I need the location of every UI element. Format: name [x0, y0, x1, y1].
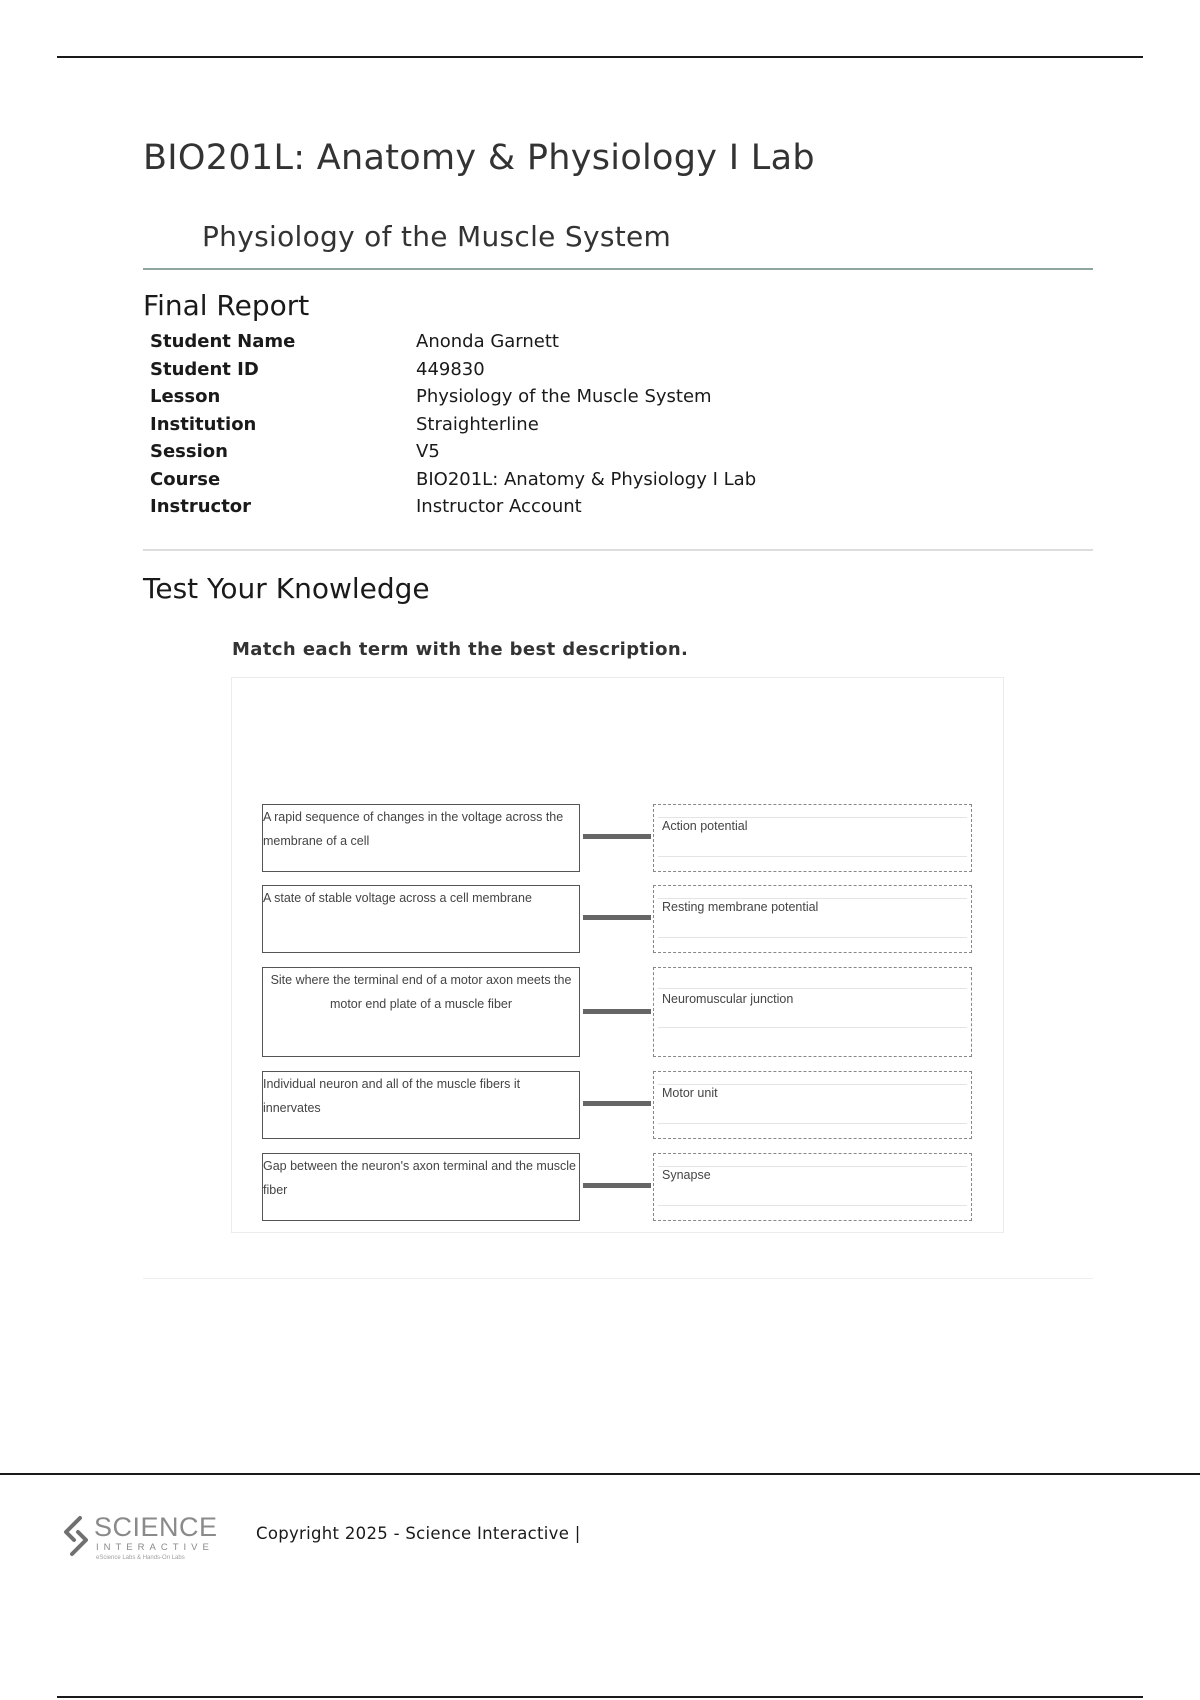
- info-label: Lesson: [150, 386, 221, 408]
- description-box[interactable]: [262, 804, 580, 872]
- description-box[interactable]: [262, 885, 580, 953]
- logo-tagline: eScience Labs & Hands-On Labs: [96, 1555, 185, 1561]
- quiz-instruction: Match each term with the best description.: [232, 639, 689, 660]
- info-row-student-name: [150, 328, 870, 356]
- info-label: Course: [150, 468, 221, 490]
- term-drop-zone[interactable]: [653, 885, 972, 953]
- match-connector: [583, 915, 651, 920]
- info-row-session: [150, 438, 870, 466]
- description-box[interactable]: [262, 1071, 580, 1139]
- matching-panel: [231, 677, 1004, 1233]
- info-value: 449830: [416, 358, 485, 380]
- info-value: Anonda Garnett: [416, 331, 559, 353]
- description-text: Site where the terminal end of a motor axon meets the motor end plate of a muscle fiber: [270, 973, 572, 1011]
- match-connector: [583, 1009, 651, 1014]
- description-text: A state of stable voltage across a cell membrane: [263, 891, 532, 905]
- top-rule: [57, 56, 1143, 58]
- logo-subtitle: INTERACTIVE: [96, 1542, 214, 1553]
- info-value: Instructor Account: [416, 496, 582, 518]
- description-box[interactable]: [262, 1153, 580, 1221]
- footer-rule: [0, 1473, 1200, 1475]
- info-row-lesson: [150, 383, 870, 411]
- logo-wordmark: SCIENCE: [94, 1512, 218, 1542]
- info-row-student-id: [150, 356, 870, 384]
- term-text: Action potential: [662, 819, 748, 833]
- term-drop-zone[interactable]: [653, 1153, 972, 1221]
- info-label: Session: [150, 441, 228, 463]
- term-text: Synapse: [662, 1168, 711, 1182]
- match-connector: [583, 1183, 651, 1188]
- info-row-institution: [150, 411, 870, 439]
- term-drop-zone[interactable]: [653, 804, 972, 872]
- title-divider: [143, 268, 1093, 270]
- term-drop-zone[interactable]: [653, 967, 972, 1057]
- info-row-instructor: [150, 493, 870, 521]
- science-interactive-logo: [60, 1512, 220, 1562]
- term-text: Resting membrane potential: [662, 900, 819, 914]
- match-connector: [583, 1101, 651, 1106]
- report-title: Final Report: [143, 289, 310, 322]
- info-label: Instructor: [150, 496, 252, 518]
- copyright-text: Copyright 2025 - Science Interactive |: [256, 1524, 581, 1543]
- info-label: Student ID: [150, 358, 259, 380]
- description-text: Individual neuron and all of the muscle fibers it innervates: [263, 1077, 521, 1115]
- description-box[interactable]: [262, 967, 580, 1057]
- info-value: V5: [416, 441, 440, 463]
- info-value: Straighterline: [416, 413, 539, 435]
- course-title: BIO201L: Anatomy & Physiology I Lab: [143, 138, 815, 178]
- info-value: BIO201L: Anatomy & Physiology I Lab: [416, 468, 757, 490]
- description-text: A rapid sequence of changes in the voltage across the membrane of a cell: [263, 810, 564, 848]
- student-info-table: [150, 328, 870, 521]
- info-label: Student Name: [150, 331, 296, 353]
- description-text: Gap between the neuron's axon terminal and the muscle fiber: [263, 1159, 576, 1197]
- logo-mark-icon: [60, 1514, 92, 1558]
- info-value: Physiology of the Muscle System: [416, 386, 712, 408]
- match-connector: [583, 834, 651, 839]
- info-row-course: [150, 466, 870, 494]
- bottom-rule: [57, 1696, 1143, 1698]
- section-divider: [143, 549, 1093, 551]
- term-drop-zone[interactable]: [653, 1071, 972, 1139]
- section-end-divider: [143, 1278, 1093, 1279]
- info-label: Institution: [150, 413, 257, 435]
- lesson-title: Physiology of the Muscle System: [202, 220, 672, 253]
- term-text: Neuromuscular junction: [662, 992, 794, 1006]
- term-text: Motor unit: [662, 1086, 718, 1100]
- section-title: Test Your Knowledge: [143, 572, 430, 605]
